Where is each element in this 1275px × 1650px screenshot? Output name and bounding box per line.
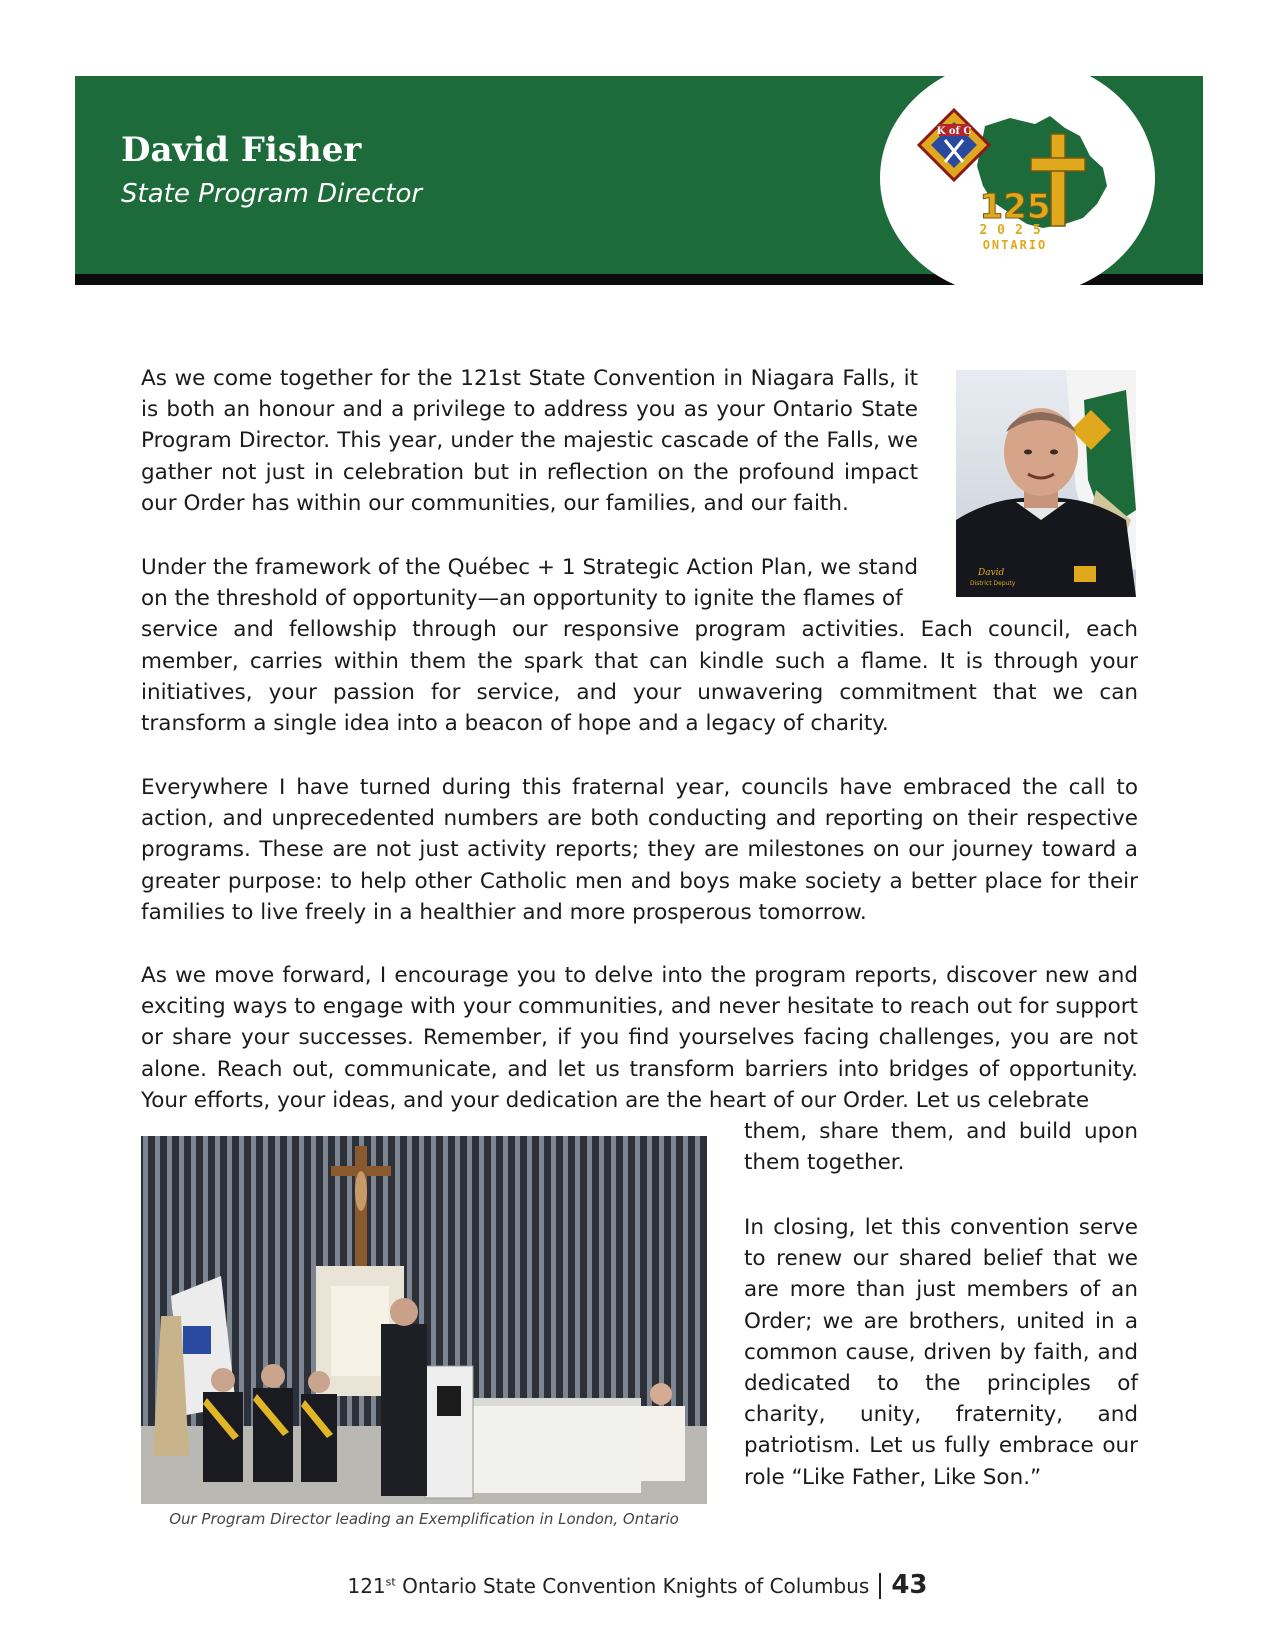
logo-125: 125 (979, 187, 1051, 227)
author-title: State Program Director (121, 179, 423, 209)
paragraph-4-full-part: As we move forward, I encourage you to delve into the program reports, discover new and exciting ways to engage with your communities, and never hesitate to reach out for support or share your successes. Remember, if you find yourselves facing challenges, you are not alone. Reach out, communicate, and let us transform barriers into bridges of opportunity. Your efforts, your ideas, and your dedication are the heart of our Order. Let us celebrate (141, 963, 1138, 1113)
event-photo (141, 1136, 707, 1504)
portrait-badge-name: David (978, 568, 1005, 578)
paragraph-5: In closing, let this convention serve to renew our shared belief that we are more than just members of an Order; we are brothers, united in a common cause, driven by faith, and dedicated to the principles of charity, unity, fraternity, and patriotism. Let us fully embrace our role “Like Father, Like Son.” (744, 1215, 1138, 1490)
footer-ordinal-suffix: st (385, 1575, 396, 1589)
paragraph-2 (141, 552, 1138, 739)
footer-ordinal: 121 (347, 1574, 386, 1598)
portrait-badge-subtext: District Deputy (970, 580, 1016, 587)
paragraph-3: Everywhere I have turned during this fraternal year, councils have embraced the call to action, and unprecedented numbers are both conducting and reporting on their respective programs. These are not just activity reports; they are milestones on our journey toward a greater purpose: to help other Catholic men and boys make society a better place for their families to live freely in a healthier and more prosperous tomorrow. (141, 775, 1138, 925)
author-name: David Fisher (121, 130, 362, 170)
page-footer (0, 1570, 1275, 1600)
logo-region: ONTARIO (982, 238, 1048, 252)
photo-caption: Our Program Director leading an Exemplification in London, Ontario (169, 1510, 679, 1528)
logo-year: 2025 (979, 223, 1051, 238)
paragraph-2-wrap-part: Under the framework of the Québec + 1 Strategic Action Plan, we stand on the threshold of opportunity—an opportunity to ignite the flames of (141, 555, 918, 612)
emblem-text: K of C (936, 126, 972, 137)
paragraph-2-full-part: service and fellowship through our responsive program activities. Each council, each member, carries within them the spark that can kindle such a flame. It is through your initiatives, your passion for service, and your unwavering commitment that we can transform a single idea into a beacon of hope and a legacy of charity. (141, 617, 1138, 737)
kofc-ontario-125-logo (915, 106, 1115, 256)
footer-divider (879, 1573, 881, 1599)
page-number: 43 (891, 1570, 928, 1600)
paragraph-1: As we come together for the 121st State Convention in Niagara Falls, it is both an honour and a privilege to address you as your Ontario State Program Director. This year, under the majestic cascade of the Falls, we gather not just in celebration but in reflection on the profound impact our Order has within our communities, our families, and our faith. (141, 366, 918, 516)
footer-publication: Ontario State Convention Knights of Columbus (395, 1574, 870, 1598)
paragraph-4-wrap-part: them, share them, and build upon them together. (744, 1119, 1138, 1176)
logo-circle (880, 58, 1155, 298)
event-photo-illustration (141, 1136, 707, 1504)
